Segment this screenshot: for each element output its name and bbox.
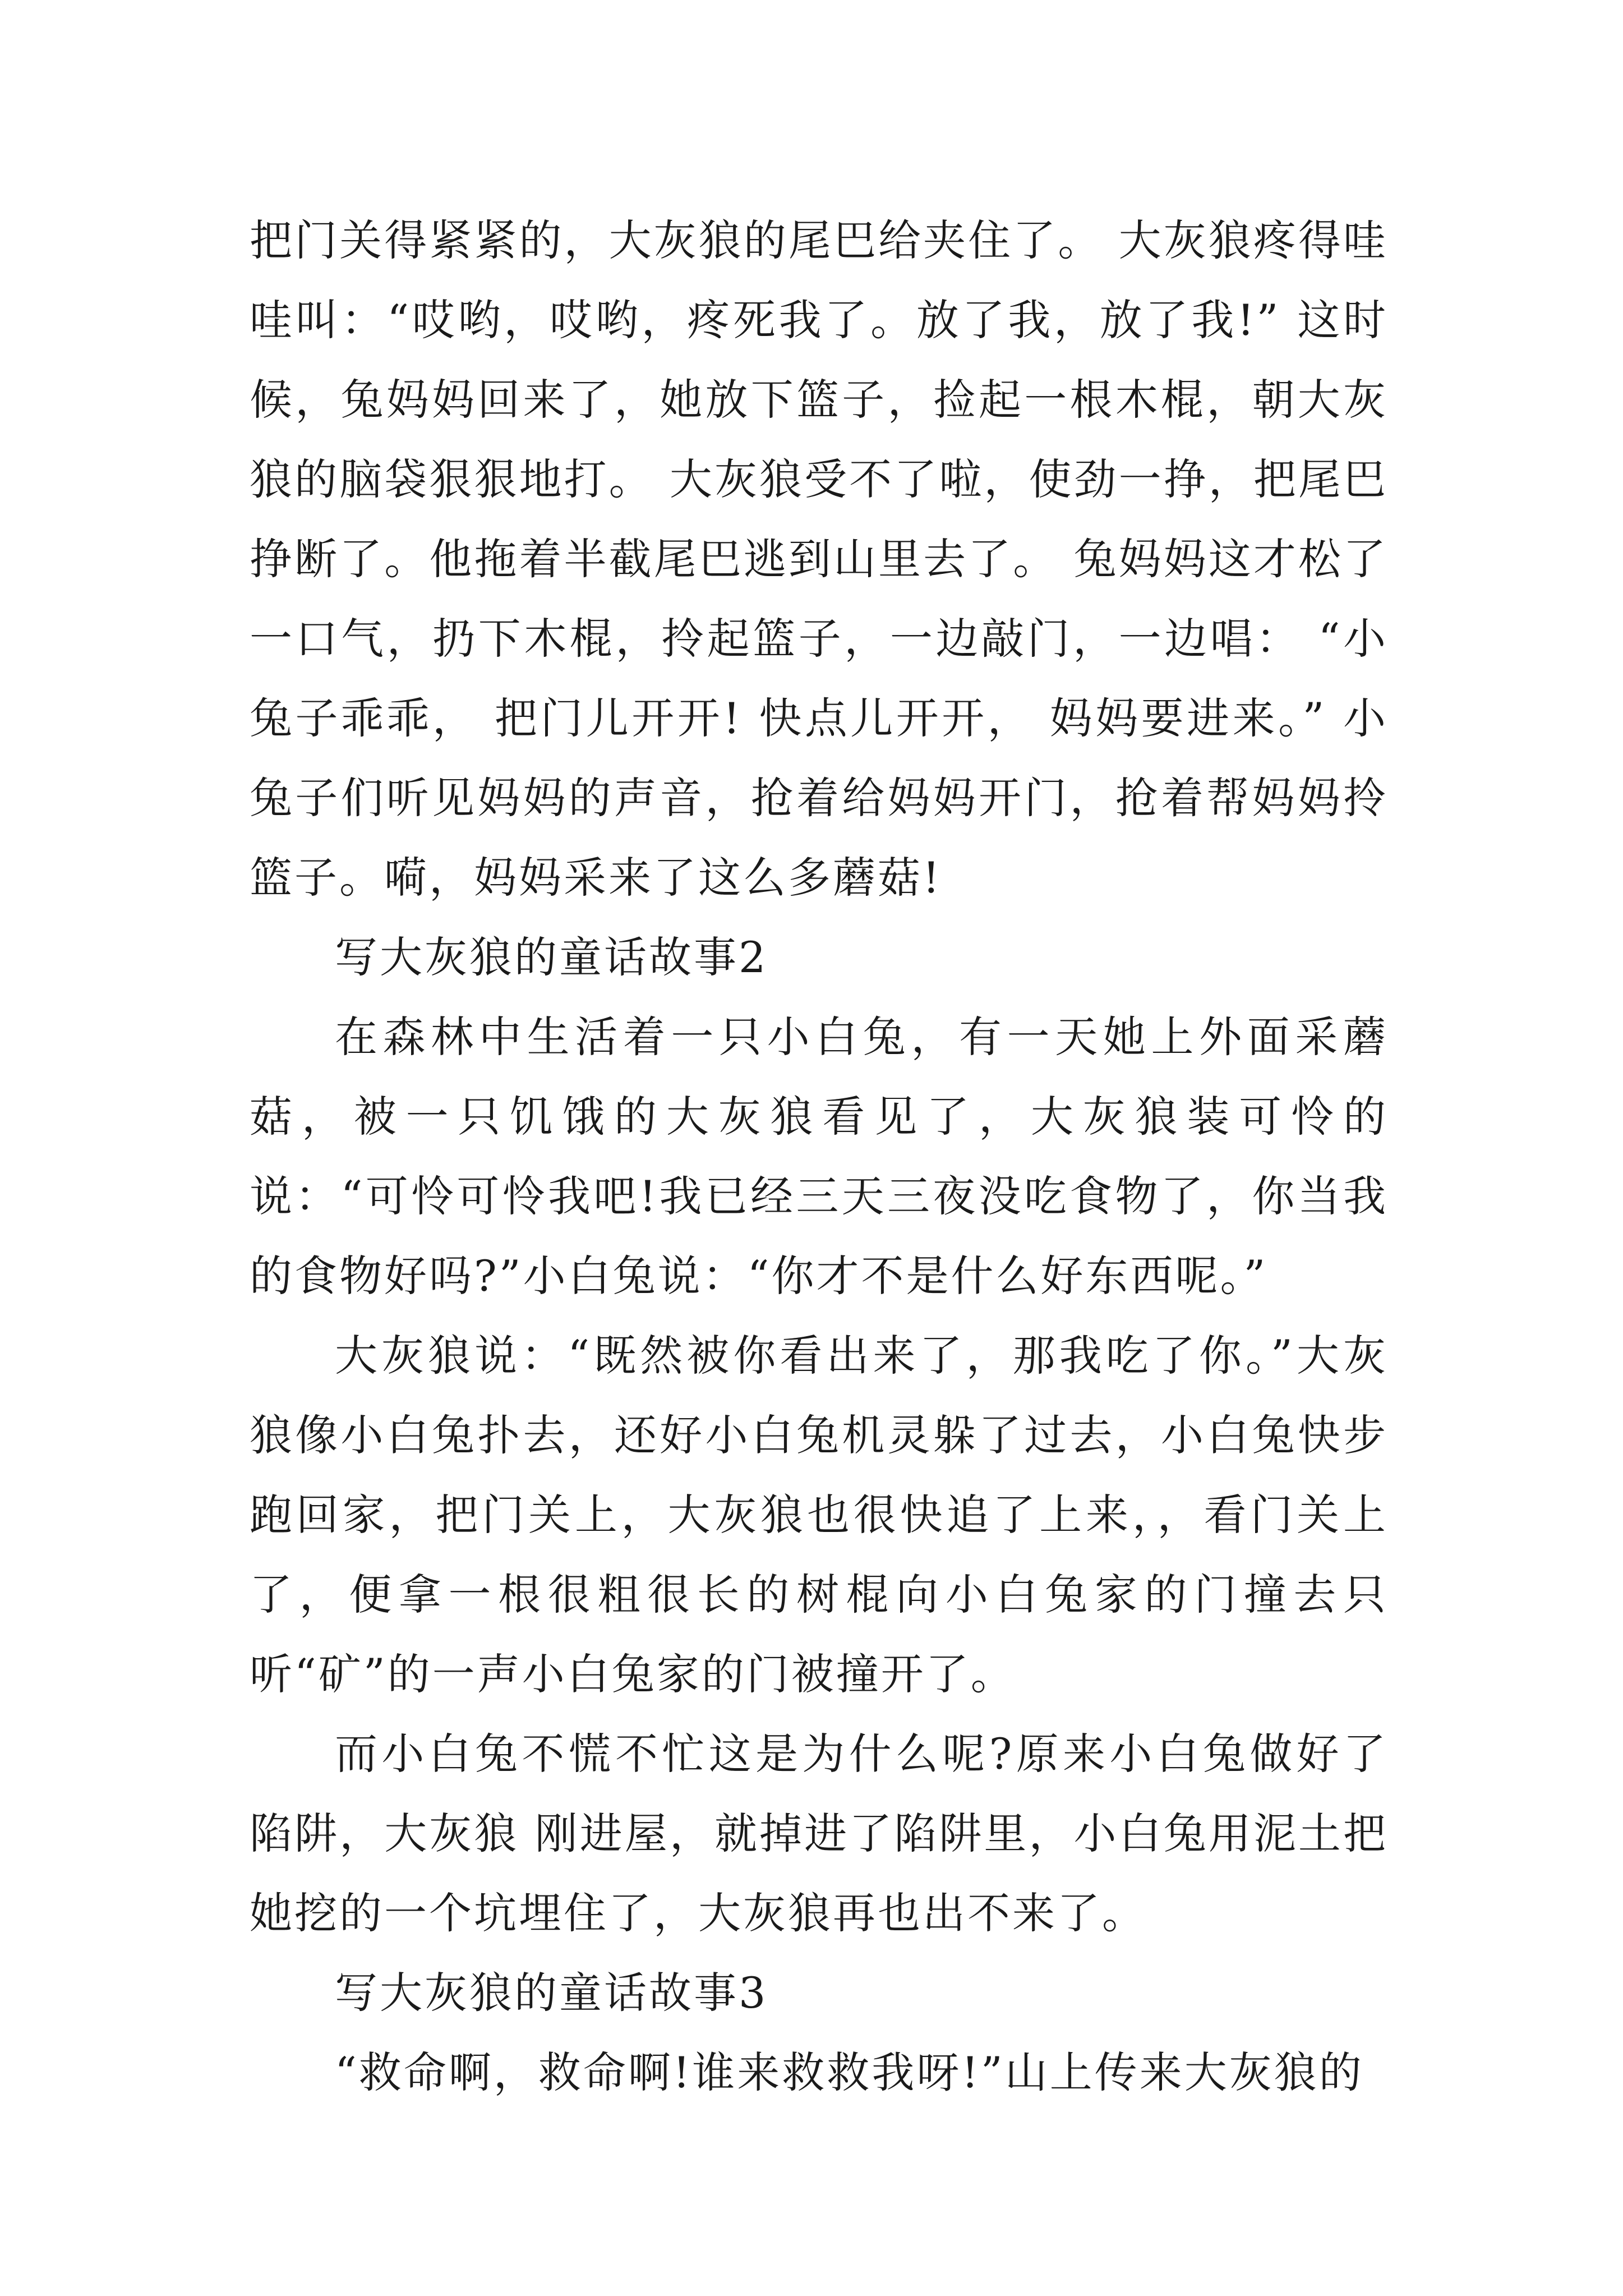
paragraph-story3-opening: “救命啊，救命啊!谁来救救我呀!”山上传来大灰狼的 bbox=[335, 2047, 1364, 2097]
paragraph-story2-chase: 大灰狼说：“既然被你看出来了，那我吃了你。”大灰狼像小白兔扑去，还好小白兔机灵躲了过去，小白兔快步跑回家，把门关上，大灰狼也很快追了上来，，看门关上了，便拿一根很粗很长的树棍向小白兔家的门撞去只听“矿”的一声小白兔家的门被撞开了。 bbox=[250, 1331, 1388, 1699]
story-heading-3: 写大灰狼的童话故事3 bbox=[335, 1968, 768, 2018]
paragraph-story2-trap: 而小白兔不慌不忙这是为什么呢?原来小白兔做好了陷阱，大灰狼 刚进屋，就掉进了陷阱里，小白兔用泥土把她挖的一个坑埋住了，大灰狼再也出不来了。 bbox=[250, 1729, 1388, 1938]
story-heading-2: 写大灰狼的童话故事2 bbox=[335, 932, 768, 982]
paragraph-story2-intro: 在森林中生活着一只小白兔，有一天她上外面采蘑菇，被一只饥饿的大灰狼看见了，大灰狼装可怜的说：“可怜可怜我吧!我已经三天三夜没吃食物了，你当我的食物好吗?”小白兔说：“你才不是什么好东西呢。” bbox=[250, 1012, 1388, 1301]
document-body bbox=[250, 201, 1388, 2113]
paragraph-continuation: 把门关得紧紧的，大灰狼的尾巴给夹住了。 大灰狼疼得哇哇叫：“哎哟，哎哟，疼死我了。放了我，放了我!” 这时候，兔妈妈回来了，她放下篮子，捡起一根木棍，朝大灰狼的脑袋狠狠地打。 大灰狼受不了啦，使劲一挣，把尾巴挣断了。他拖着半截尾巴逃到山里去了。 兔妈妈这才松了一口气，扔下木棍，拎起篮子，一边敲门，一边唱： “小兔子乖乖， 把门儿开开! 快点儿开开， 妈妈要进来。” 小兔子们听见妈妈的声音，抢着给妈妈开门，抢着帮妈妈拎篮子。嗬，妈妈采来了这么多蘑菇! bbox=[250, 215, 1388, 903]
